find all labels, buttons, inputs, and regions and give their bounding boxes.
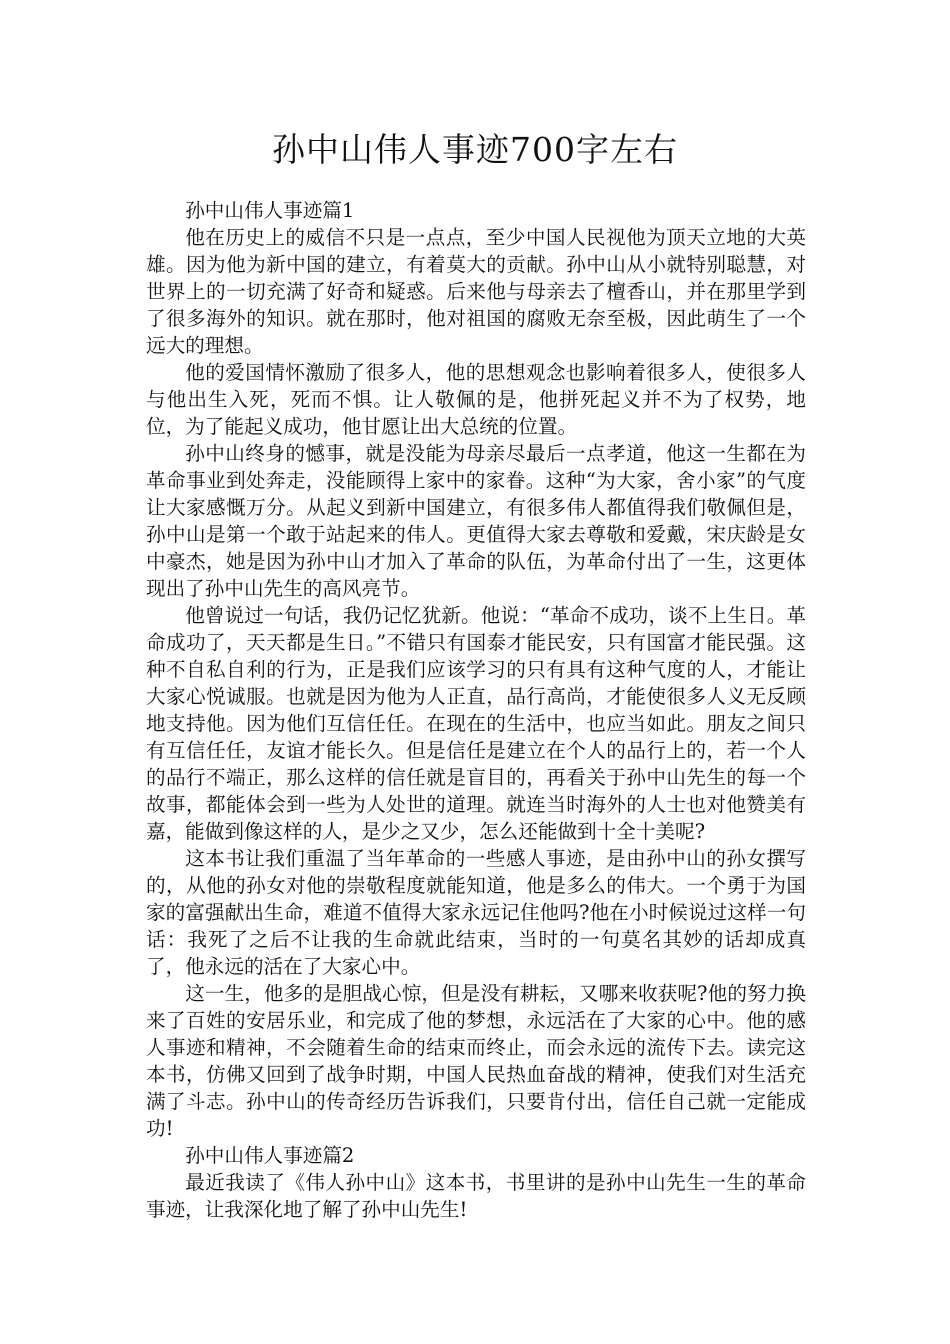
paragraph: 最近我读了《伟人孙中山》这本书，书里讲的是孙中山先生一生的革命事迹，让我深化地了解了孙中山先生! bbox=[146, 1171, 806, 1221]
paragraph: 他的爱国情怀激励了很多人，他的思想观念也影响着很多人，使很多人与他出生入死，死而不惧。让人敬佩的是，他拼死起义并不为了权势，地位，为了能起义成功，他甘愿让出大总统的位置。 bbox=[146, 361, 806, 438]
paragraph: 他在历史上的威信不只是一点点，至少中国人民视他为顶天立地的大英雄。因为他为新中国的建立，有着莫大的贡献。孙中山从小就特别聪慧，对世界上的一切充满了好奇和疑惑。后来他与母亲去了檀香山，并在那里学到了很多海外的知识。就在那时，他对祖国的腐败无奈至极，因此萌生了一个远大的理想。 bbox=[146, 226, 806, 357]
paragraph: 孙中山终身的憾事，就是没能为母亲尽最后一点孝道，他这一生都在为革命事业到处奔走，没能顾得上家中的家眷。这种“为大家，舍小家”的气度让大家感慨万分。从起义到新中国建立，有很多伟人都值得我们敬佩但是，孙中山是第一个敢于站起来的伟人。更值得大家去尊敬和爱戴，宋庆龄是女中豪杰，她是因为孙中山才加入了革命的队伍，为革命付出了一生，这更体现出了孙中山先生的高风亮节。 bbox=[146, 442, 806, 600]
paragraph: 这一生，他多的是胆战心惊，但是没有耕耘，又哪来收获呢?他的努力换来了百姓的安居乐业，和完成了他的梦想，永远活在了大家的心中。他的感人事迹和精神，不会随着生命的结束而终止，而会永远的流传下去。读完这本书，仿佛又回到了战争时期，中国人民热血奋战的精神，使我们对生活充满了斗志。孙中山的传奇经历告诉我们，只要肯付出，信任自己就一定能成功! bbox=[146, 982, 806, 1140]
document-title: 孙中山伟人事迹700字左右 bbox=[272, 130, 678, 169]
document-body bbox=[146, 197, 806, 1223]
paragraph: 这本书让我们重温了当年革命的一些感人事迹，是由孙中山的孙女撰写的，从他的孙女对他的崇敬程度就能知道，他是多么的伟大。一个勇于为国家的富强献出生命，难道不值得大家永远记住他吗?他在小时候说过这样一句话：我死了之后不让我的生命就此结束，当时的一句莫名其妙的话却成真了，他永远的活在了大家心中。 bbox=[146, 847, 806, 978]
section-heading: 孙中山伟人事迹篇1 bbox=[185, 199, 355, 222]
section-heading: 孙中山伟人事迹篇2 bbox=[185, 1144, 355, 1167]
paragraph: 他曾说过一句话，我仍记忆犹新。他说：“革命不成功，谈不上生日。革命成功了，天天都是生日。”不错只有国泰才能民安，只有国富才能民强。这种不自私自利的行为，正是我们应该学习的只有具有这种气度的人，才能让大家心悦诚服。也就是因为他为人正直，品行高尚，才能使很多人义无反顾地支持他。因为他们互信任任。在现在的生活中，也应当如此。朋友之间只有互信任任，友谊才能长久。但是信任是建立在个人的品行上的，若一个人的品行不端正，那么这样的信任就是盲目的，再看关于孙中山先生的每一个故事，都能体会到一些为人处世的道理。就连当时海外的人士也对他赞美有嘉，能做到像这样的人，是少之又少，怎么还能做到十全十美呢? bbox=[146, 604, 806, 843]
